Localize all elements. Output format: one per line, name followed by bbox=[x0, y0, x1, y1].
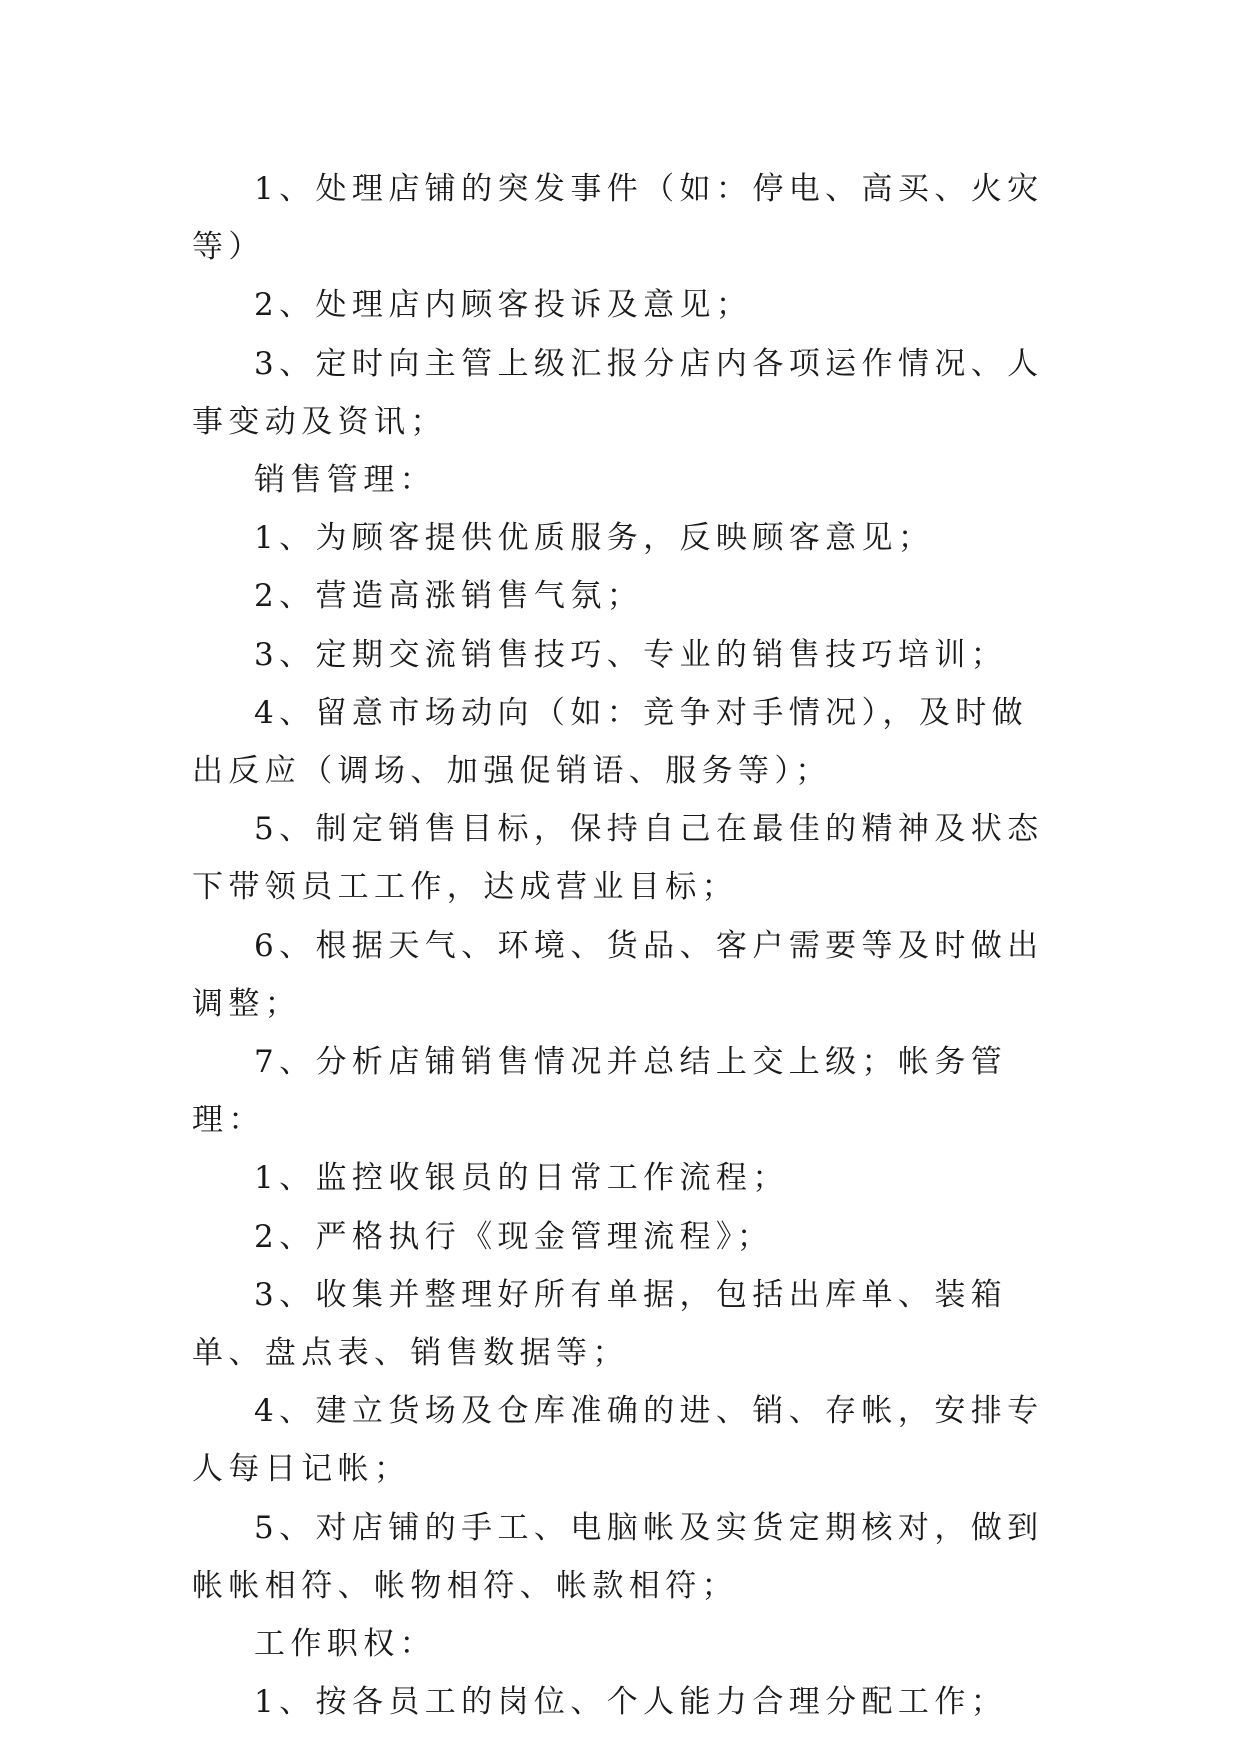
paragraph-sales-training: 3、定期交流销售技巧、专业的销售技巧培训； bbox=[254, 636, 1008, 673]
paragraph-cash-process: 2、严格执行《现金管理流程》； bbox=[254, 1218, 774, 1255]
paragraph-market-trends: 4、留意市场动向（如：竞争对手情况），及时做出反应（调场、加强促销语、服务等）； bbox=[192, 694, 1029, 790]
paragraph-work-allocation: 1、按各员工的岗位、个人能力合理分配工作； bbox=[254, 1684, 1008, 1721]
paragraph-sales-atmosphere: 2、营造高涨销售气氛； bbox=[254, 578, 644, 615]
paragraph-inventory-accounts: 4、建立货场及仓库准确的进、销、存帐，安排专人每日记帐； bbox=[192, 1393, 1044, 1488]
section-heading-sales-management: 销售管理： bbox=[254, 462, 436, 499]
paragraph-reconciliation: 5、对店铺的手工、电脑帐及实货定期核对，做到帐帐相符、帐物相符、帐款相符； bbox=[192, 1509, 1044, 1604]
paragraph-customer-service: 1、为顾客提供优质服务，反映顾客意见； bbox=[254, 520, 935, 557]
paragraph-adjustments: 6、根据天气、环境、货品、客户需要等及时做出调整； bbox=[192, 927, 1044, 1022]
paragraph-documents: 3、收集并整理好所有单据，包括出库单、装箱单、盘点表、销售数据等； bbox=[192, 1276, 1008, 1372]
paragraph-reporting: 3、定时向主管上级汇报分店内各项运作情况、人事变动及资讯； bbox=[192, 345, 1044, 440]
paragraph-emergency-handling: 1、处理店铺的突发事件（如：停电、高买、火灾等） bbox=[192, 171, 1044, 266]
paragraph-cashier-monitoring: 1、监控收银员的日常工作流程； bbox=[254, 1160, 789, 1197]
paragraph-sales-analysis: 7、分析店铺销售情况并总结上交上级；帐务管理： bbox=[192, 1044, 1008, 1139]
paragraph-complaints: 2、处理店内顾客投诉及意见； bbox=[254, 287, 753, 324]
paragraph-sales-targets: 5、制定销售目标，保持自己在最佳的精神及状态下带领员工工作，达成营业目标； bbox=[192, 811, 1044, 906]
section-heading-job-authority: 工作职权： bbox=[254, 1626, 436, 1663]
document-body bbox=[192, 160, 1062, 1731]
